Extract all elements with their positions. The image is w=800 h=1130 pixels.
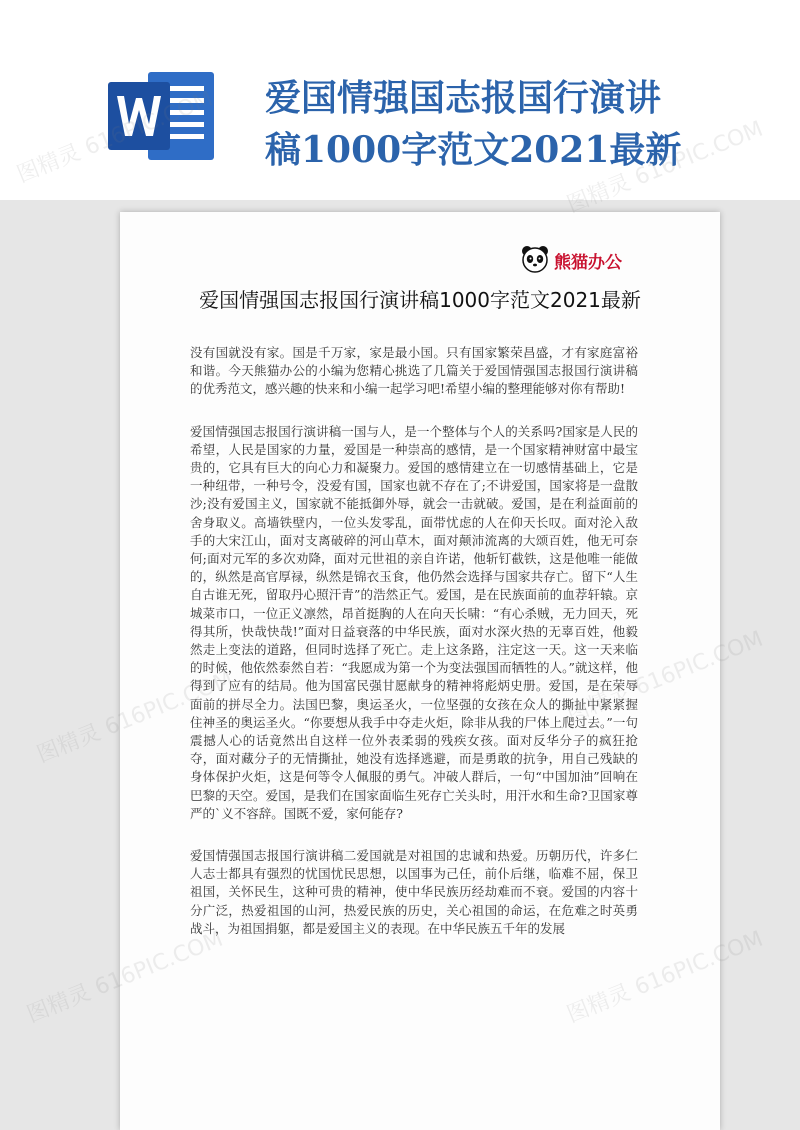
paragraph-intro: 没有国就没有家。国是千万家，家是最小国。只有国家繁荣昌盛，才有家庭富裕和谐。今天熊猫办公的小编为您精心挑选了几篇关于爱国情强国志报国行演讲稿的优秀范文，感兴趣的快来和小编一起学习吧!希望小编的整理能够对你有帮助! — [190, 345, 638, 397]
document-body — [190, 344, 638, 962]
word-document-icon — [108, 68, 218, 164]
panda-icon — [520, 244, 550, 274]
paragraph-speech-one: 爱国情强国志报国行演讲稿一国与人，是一个整体与个人的关系吗?国家是人民的希望，人民是国家的力量，爱国是一种崇高的感情，是一个国家精神财富中最宝贵的，它具有巨大的向心力和凝聚力。爱国的感情建立在一切感情基础上，它是一种纽带，一种号令，没爱有国，国家也就不存在了;不讲爱国，国家将是一盘散沙;没有爱国主义，国家就不能抵御外辱，就会一击就破。爱国，是在利益面前的舍身取义。高墙铁壁内，一位头发零乱，面带忧虑的人在仰天长叹。面对沦入敌手的大宋江山，面对支离破碎的河山草木，面对颠沛流离的大颂百姓，他无可奈何;面对元军的多次劝降，面对元世祖的亲自许诺，他斩钉截铁，这是他唯一能做的，纵然是高官厚禄，纵然是锦衣玉食，他仍然会选择与国家共存亡。留下“人生自古谁无死，留取丹心照汗青”的浩然正气。爱国，是在民族面前的血荐轩辕。京城菜市口，一位正义凛然，昂首挺胸的人在向天长啸：“有心杀贼，无力回天，死得其所，快哉快哉!”面对日益衰落的中华民族，面对水深火热的无辜百姓，他毅然走上变法的道路，但同时选择了死亡。走上这条路，注定这一天。这一天来临的时候，他依然泰然自若：“我愿成为第一个为变法强国而牺牲的人。”就这样，他得到了应有的结局。他为国富民强甘愿献身的精神将彪炳史册。爱国，是在荣辱面前的拼尽全力。法国巴黎，奥运圣火，一位坚强的女孩在众人的撕扯中紧紧握住神圣的奥运圣火。“你要想从我手中夺走火炬，除非从我的尸体上爬过去。”一句震撼人心的话竟然出自这样一位外表柔弱的残疾女孩。面对反华分子的疯狂抢夺，面对藏分子的无情撕扯，她没有选择逃避，而是勇敢的抗争，用自己残缺的身体保护火炬，这是何等令人佩服的勇气。冲破人群后，一句“中国加油”回响在巴黎的天空。爱国，是我们在国家面临生死存亡关头时，用汗水和生命?卫国家尊严的`义不容辞。国既不爱，家何能存? — [190, 423, 638, 821]
document-header — [0, 0, 800, 200]
brand-logo-text: 熊猫办公 — [554, 253, 622, 273]
brand-logo — [520, 242, 640, 276]
document-title: 爱国情强国志报国行演讲稿1000字范文2021最新 — [265, 77, 682, 171]
paragraph-speech-two: 爱国情强国志报国行演讲稿二爱国就是对祖国的忠诚和热爱。历朝历代，许多仁人志士都具有强烈的忧国忧民思想，以国事为己任，前仆后继，临难不屈，保卫祖国，关怀民生，这种可贵的精神，使中华民族历经劫难而不衰。爱国的内容十分广泛，热爱祖国的山河，热爱民族的历史，关心祖国的命运，在危难之时英勇战斗，为祖国捐躯，都是爱国主义的表现。在中华民族五千年的发展 — [190, 848, 638, 936]
document-page — [120, 212, 720, 1130]
page-title: 爱国情强国志报国行演讲稿1000字范文2021最新 — [199, 288, 641, 312]
watermark: 图精灵 616PIC.COM — [563, 116, 767, 219]
watermark: 图精灵 — [13, 140, 85, 189]
